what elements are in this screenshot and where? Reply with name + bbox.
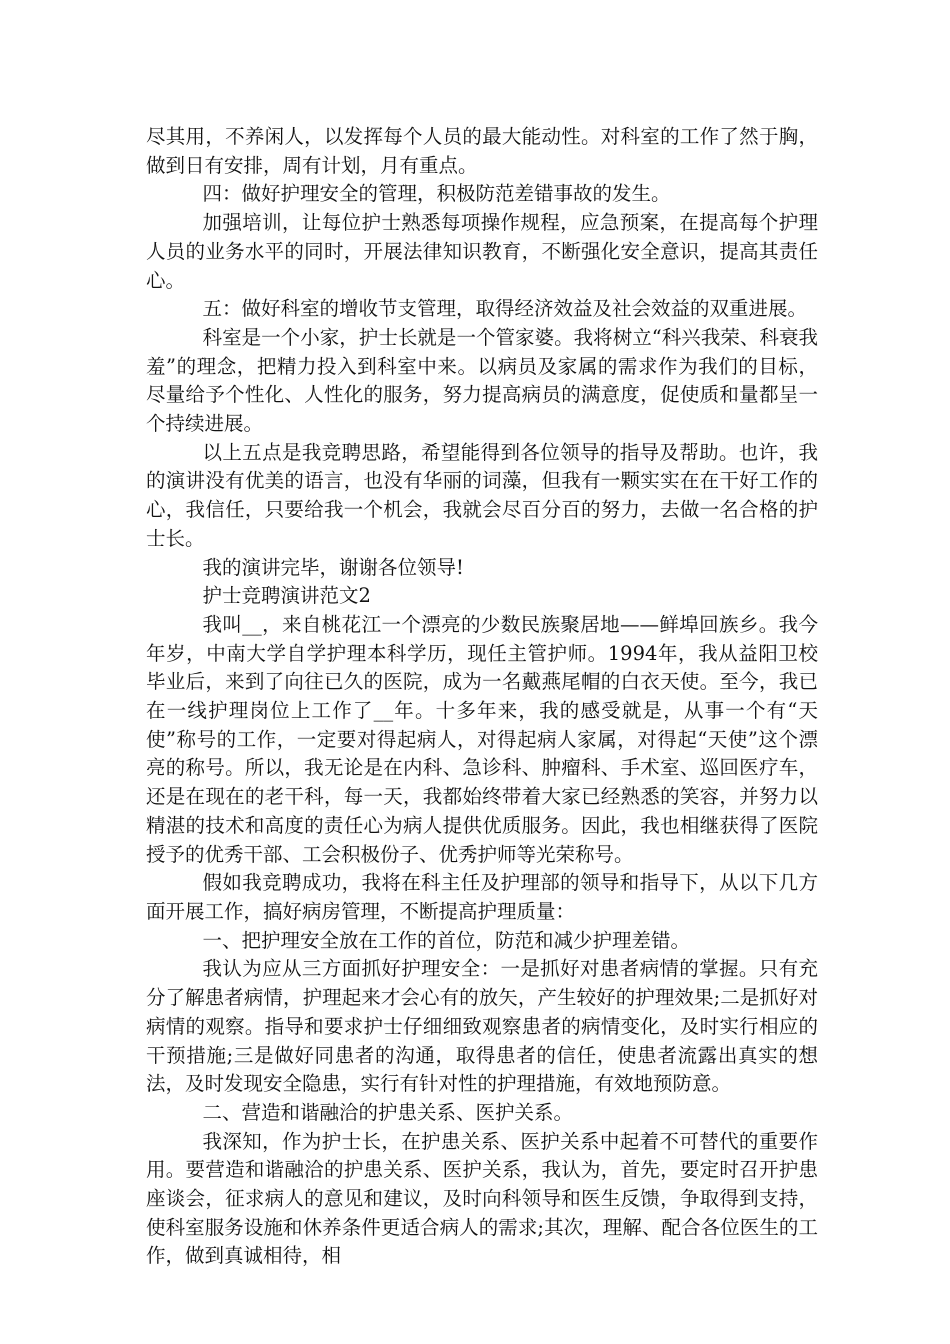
paragraph-5: 科室是一个小家，护士长就是一个管家婆。我将树立“科兴我荣、科衰我羞”的理念，把精力投入到科室中来。以病员及家属的需求作为我们的目标，尽量给予个性化、人性化的服务，努力提高病员的满意度，促使质和量都呈一个持续进展。 [146,325,818,436]
paragraph-12: 我认为应从三方面抓好护理安全：一是抓好对患者病情的掌握。只有充分了解患者病情，护理起来才会心有的放矢，产生较好的护理效果;二是抓好对病情的观察。指导和要求护士仔细细致观察患者的病情变化，及时实行相应的干预措施;三是做好同患者的沟通，取得患者的信任，使患者流露出真实的想法，及时发现安全隐患，实行有针对性的护理措施，有效地预防意。 [146,957,818,1096]
paragraph-9: 我叫__，来自桃花江一个漂亮的少数民族聚居地——鲜埠回族乡。我今年岁，中南大学自学护理本科学历，现任主管护师。1994年，我从益阳卫校毕业后，来到了向往已久的医院，成为一名戴燕尾帽的白衣天使。至今，我已在一线护理岗位上工作了__年。十多年来，我的感受就是，从事一个有“天使”称号的工作，一定要对得起病人，对得起病人家属，对得起“天使”这个漂亮的称号。所以，我无论是在内科、急诊科、肿瘤科、手术室、巡回医疗车，还是在现在的老干科，每一天，我都始终带着大家已经熟悉的笑容，并努力以精湛的技术和高度的责任心为病人提供优质服务。因此，我也相继获得了医院授予的优秀干部、工会积极份子、优秀护师等光荣称号。 [146,612,818,866]
paragraph-4: 五：做好科室的增收节支管理，取得经济效益及社会效益的双重进展。 [202,297,808,321]
paragraph-14: 我深知，作为护士长，在护患关系、医护关系中起着不可替代的重要作用。要营造和谐融洽的护患关系、医护关系，我认为，首先，要定时召开护患座谈会，征求病人的意见和建议，及时向科领导和医生反馈，争取得到支持，使科室服务设施和休养条件更适合病人的需求;其次，理解、配合各位医生的工作，做到真诚相待，相 [146,1129,818,1268]
paragraph-1: 尽其用，不养闲人，以发挥每个人员的最大能动性。对科室的工作了然于胸，做到日有安排，周有计划，月有重点。 [146,125,818,177]
paragraph-2: 四：做好护理安全的管理，积极防范差错事故的发生。 [202,182,671,206]
section-heading: 护士竞聘演讲范文2 [202,584,371,608]
paragraph-6: 以上五点是我竞聘思路，希望能得到各位领导的指导及帮助。也许，我的演讲没有优美的语言，也没有华丽的词藻，但我有一颗实实在在干好工作的心，我信任，只要给我一个机会，我就会尽百分百的努力，去做一名合格的护士长。 [146,440,818,550]
document-page [146,123,818,1271]
paragraph-11: 一、把护理安全放在工作的首位，防范和减少护理差错。 [202,928,691,952]
paragraph-7: 我的演讲完毕，谢谢各位领导! [202,555,464,579]
paragraph-13: 二、营造和谐融洽的护患关系、医护关系。 [202,1100,574,1124]
paragraph-3: 加强培训，让每位护士熟悉每项操作规程，应急预案，在提高每个护理人员的业务水平的同时，开展法律知识教育，不断强化安全意识，提高其责任心。 [146,211,818,292]
paragraph-10: 假如我竞聘成功，我将在科主任及护理部的领导和指导下，从以下几方面开展工作，搞好病房管理，不断提高护理质量： [146,871,818,923]
